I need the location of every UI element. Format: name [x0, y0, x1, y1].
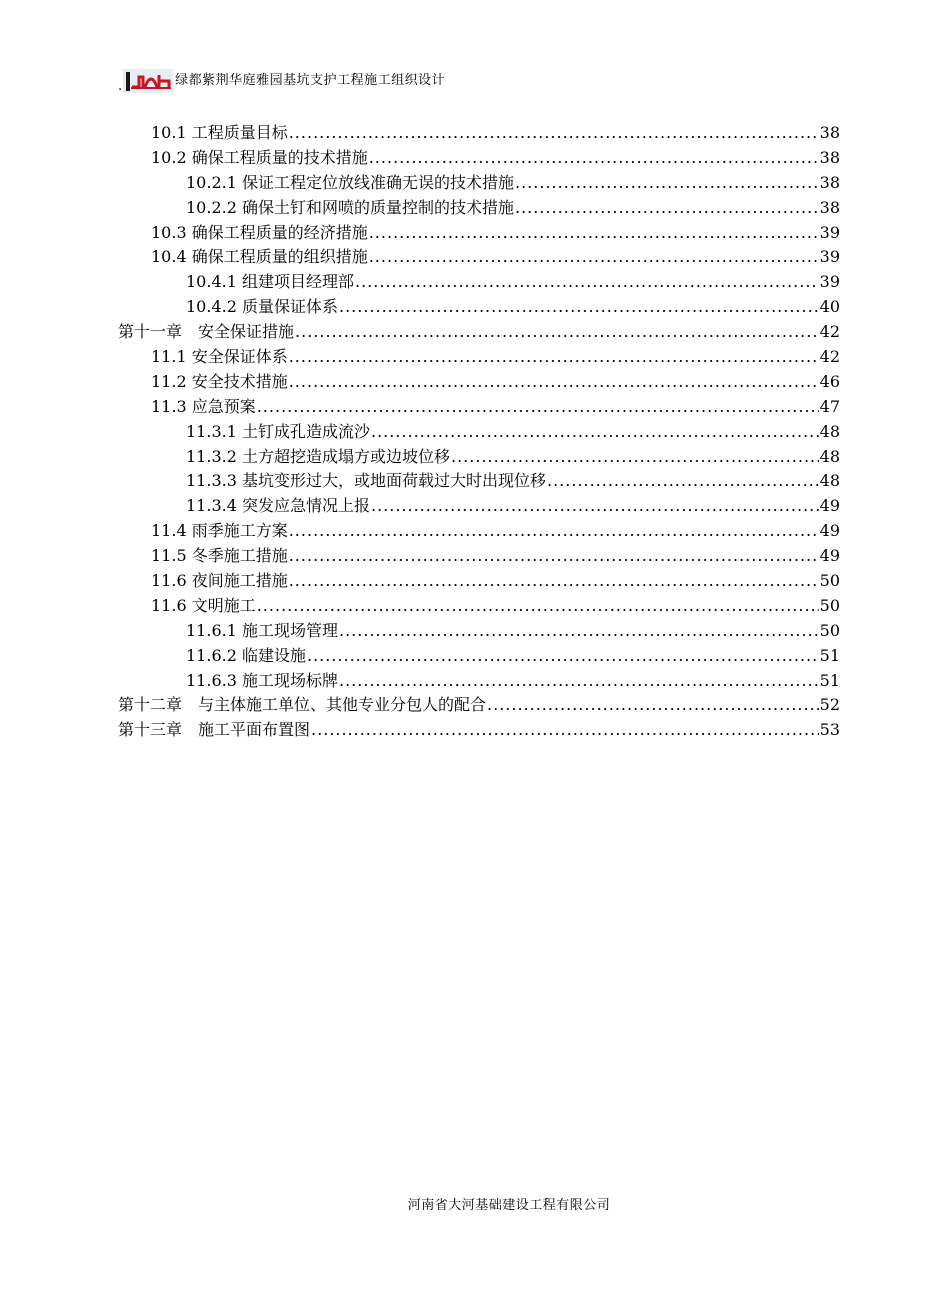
toc-leader-dots	[369, 146, 819, 171]
toc-leader-dots	[515, 171, 819, 196]
toc-entry-page: 50	[819, 620, 840, 640]
toc-entry-page: 38	[819, 197, 840, 217]
toc-entry-title: 11.4 雨季施工方案	[151, 521, 288, 541]
toc-leader-dots	[369, 245, 819, 270]
page-header	[118, 68, 840, 94]
toc-entry-title: 10.4.2 质量保证体系	[186, 297, 338, 317]
toc-leader-dots	[339, 669, 819, 694]
toc-leader-dots	[289, 345, 819, 370]
toc-leader-dots	[371, 420, 819, 445]
toc-entry-title: 第十一章 安全保证措施	[118, 322, 295, 342]
toc-entry-title: 11.6.1 施工现场管理	[186, 620, 338, 640]
toc-entry-title: 11.2 安全技术措施	[151, 371, 288, 391]
toc-entry[interactable]	[118, 669, 840, 694]
toc-entry-title: 11.6.2 临建设施	[186, 645, 306, 665]
toc-leader-dots	[355, 270, 819, 295]
toc-leader-dots	[371, 494, 819, 519]
toc-entry-title: 11.3 应急预案	[151, 396, 256, 416]
toc-entry-page: 48	[819, 421, 840, 441]
toc-entry-page: 49	[819, 546, 840, 566]
toc-entry-page: 52	[819, 695, 840, 715]
toc-entry-page: 50	[819, 595, 840, 615]
toc-entry-page: 38	[819, 147, 840, 167]
toc-entry-title: 11.3.2 土方超挖造成塌方或边坡位移	[186, 446, 450, 466]
toc-entry[interactable]	[118, 569, 840, 594]
toc-entry[interactable]	[118, 420, 840, 445]
toc-entry[interactable]	[118, 644, 840, 669]
dh-logo-icon	[123, 69, 173, 93]
toc-entry-page: 47	[819, 396, 840, 416]
toc-leader-dots	[339, 619, 819, 644]
toc-entry[interactable]	[118, 121, 840, 146]
toc-entry-page: 50	[819, 571, 840, 591]
toc-entry-title: 10.2.2 确保土钉和网喷的质量控制的技术措施	[186, 197, 514, 217]
toc-leader-dots	[289, 519, 819, 544]
toc-entry-title: 11.6 夜间施工措施	[151, 571, 288, 591]
toc-entry-title: 10.4 确保工程质量的组织措施	[151, 247, 368, 267]
toc-entry[interactable]	[118, 345, 840, 370]
toc-entry-title: 11.6.3 施工现场标牌	[186, 670, 338, 690]
toc-entry[interactable]	[118, 320, 840, 345]
toc-entry-title: 10.1 工程质量目标	[151, 123, 288, 142]
document-title: 绿都紫荆华庭雅园基坑支护工程施工组织设计	[175, 73, 446, 88]
toc-entry[interactable]	[118, 494, 840, 519]
toc-entry[interactable]	[118, 370, 840, 395]
toc-entry-page: 48	[819, 446, 840, 466]
toc-entry-page: 42	[819, 347, 840, 367]
toc-entry-page: 53	[819, 720, 840, 740]
toc-entry-page: 38	[819, 172, 840, 192]
toc-entry[interactable]	[118, 693, 840, 718]
toc-leader-dots	[311, 718, 819, 743]
toc-leader-dots	[289, 121, 819, 146]
toc-entry[interactable]	[118, 146, 840, 171]
toc-leader-dots	[547, 469, 819, 494]
toc-entry-title: 10.3 确保工程质量的经济措施	[151, 222, 368, 242]
toc-leader-dots	[289, 569, 819, 594]
toc-entry-page: 40	[819, 297, 840, 317]
toc-entry-title: 10.2 确保工程质量的技术措施	[151, 147, 368, 167]
toc-entry-title: 11.6 文明施工	[151, 595, 256, 615]
toc-entry[interactable]	[118, 445, 840, 470]
toc-entry[interactable]	[118, 171, 840, 196]
toc-entry[interactable]	[118, 718, 840, 743]
toc-entry[interactable]	[118, 295, 840, 320]
toc-entry-title: 10.2.1 保证工程定位放线准确无误的技术措施	[186, 172, 514, 192]
toc-entry-title: 11.3.4 突发应急情况上报	[186, 496, 370, 516]
toc-leader-dots	[257, 395, 819, 420]
toc-leader-dots	[487, 693, 819, 718]
toc-entry[interactable]	[118, 221, 840, 246]
toc-entry[interactable]	[118, 594, 840, 619]
toc-leader-dots	[369, 221, 819, 246]
table-of-contents	[118, 121, 840, 743]
toc-entry-page: 39	[819, 247, 840, 267]
toc-entry-page: 46	[819, 371, 840, 391]
toc-entry-title: 11.3.3 基坑变形过大，或地面荷载过大时出现位移	[186, 471, 546, 491]
toc-entry-page: 39	[819, 222, 840, 242]
toc-leader-dots	[515, 196, 819, 221]
toc-entry[interactable]	[118, 469, 840, 494]
toc-entry[interactable]	[118, 544, 840, 569]
toc-entry[interactable]	[118, 619, 840, 644]
toc-entry-page: 42	[819, 322, 840, 342]
toc-entry[interactable]	[118, 245, 840, 270]
toc-entry-title: 11.3.1 土钉成孔造成流沙	[186, 421, 370, 441]
toc-entry-title: 11.5 冬季施工措施	[151, 546, 288, 566]
toc-leader-dots	[257, 594, 819, 619]
toc-leader-dots	[451, 445, 819, 470]
toc-entry-page: 48	[819, 471, 840, 491]
toc-entry[interactable]	[118, 395, 840, 420]
toc-entry-title: 11.1 安全保证体系	[151, 347, 288, 367]
toc-entry[interactable]	[118, 270, 840, 295]
toc-entry[interactable]	[118, 519, 840, 544]
toc-leader-dots	[289, 370, 819, 395]
toc-entry-title: 10.4.1 组建项目经理部	[186, 272, 354, 292]
toc-leader-dots	[307, 644, 819, 669]
toc-entry[interactable]	[118, 196, 840, 221]
toc-entry-page: 39	[819, 272, 840, 292]
toc-entry-page: 51	[819, 670, 840, 690]
page-footer: 河南省大河基础建设工程有限公司	[407, 1198, 611, 1213]
toc-leader-dots	[339, 295, 819, 320]
toc-entry-title: 第十三章 施工平面布置图	[118, 720, 311, 740]
toc-leader-dots	[295, 320, 819, 345]
toc-entry-page: 51	[819, 645, 840, 665]
toc-leader-dots	[289, 544, 819, 569]
toc-entry-page: 38	[819, 123, 840, 142]
toc-entry-title: 第十二章 与主体施工单位、其他专业分包人的配合	[118, 695, 487, 715]
toc-entry-page: 49	[819, 521, 840, 541]
toc-entry-page: 49	[819, 496, 840, 516]
header-dot: .	[118, 78, 123, 94]
